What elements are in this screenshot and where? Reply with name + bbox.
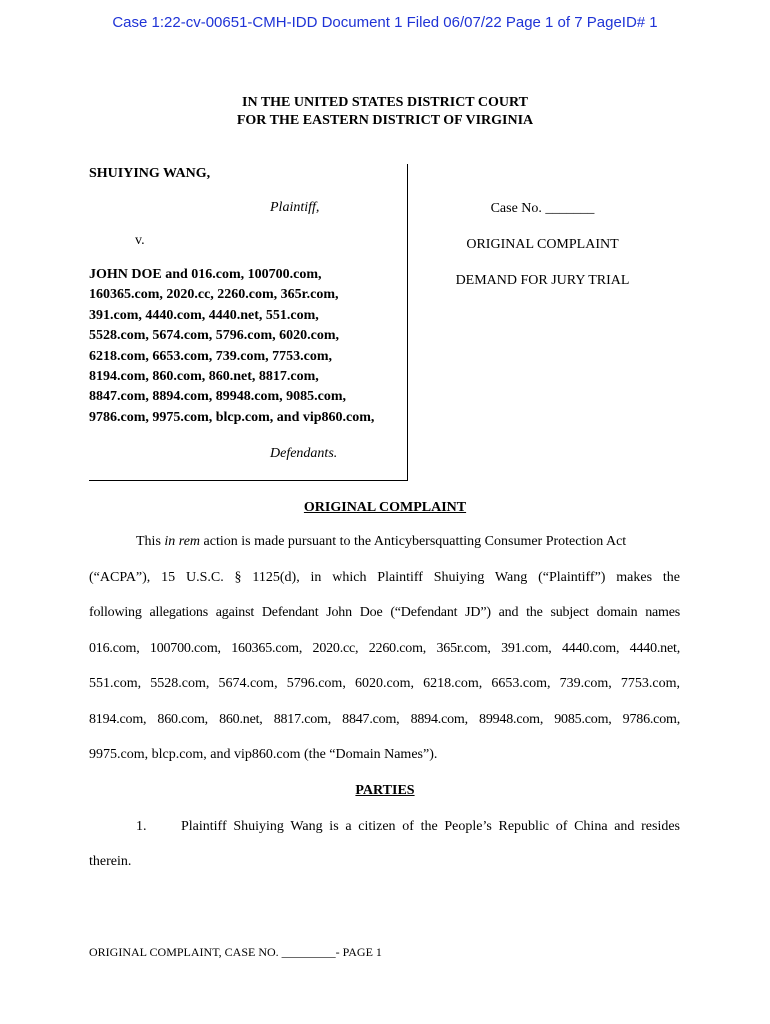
court-line-1: IN THE UNITED STATES DISTRICT COURT <box>242 95 528 110</box>
caption-document-title: ORIGINAL COMPLAINT <box>466 237 619 252</box>
intro-paragraph <box>89 524 680 773</box>
defendant-line: 9786.com, 9975.com, blcp.com, and vip860.com, <box>89 409 375 425</box>
paragraph-1-line-1: Plaintiff Shuiying Wang is a citizen of the People’s Republic of China and resides <box>181 819 680 834</box>
paragraph-1-line-2: therein. <box>89 854 132 869</box>
document-title: ORIGINAL COMPLAINT <box>303 500 467 515</box>
intro-line: 016.com, 100700.com, 160365.com, 2020.cc, 2260.com, 365r.com, 391.com, 4440.com, 4440.net, <box>89 640 680 656</box>
caption-divider-horizontal <box>89 480 408 481</box>
intro-line: 8194.com, 860.com, 860.net, 8817.com, 8847.com, 8894.com, 89948.com, 9085.com, 9786.com, <box>89 711 680 727</box>
jury-demand: DEMAND FOR JURY TRIAL <box>455 273 630 288</box>
court-name <box>0 94 770 130</box>
defendant-line: JOHN DOE and 016.com, 100700.com, <box>89 267 322 282</box>
intro-line: 551.com, 5528.com, 5674.com, 5796.com, 6020.com, 6218.com, 6653.com, 739.com, 7753.com, <box>89 676 680 691</box>
intro-line: following allegations against Defendant John Doe (“Defendant JD”) and the subject domain names <box>89 605 680 620</box>
court-line-2: FOR THE EASTERN DISTRICT OF VIRGINIA <box>236 113 534 128</box>
defendant-line: 160365.com, 2020.cc, 2260.com, 365r.com, <box>89 287 339 303</box>
intro-line: (“ACPA”), 15 U.S.C. § 1125(d), in which Plaintiff Shuiying Wang (“Plaintiff”) makes the <box>89 569 680 585</box>
defendant-role: Defendants. <box>270 446 338 461</box>
paragraph-number: 1. <box>136 819 147 834</box>
defendant-list <box>89 265 407 428</box>
defendant-line: 8847.com, 8894.com, 89948.com, 9085.com, <box>89 389 347 405</box>
defendant-line: 391.com, 4440.com, 4440.net, 551.com, <box>89 307 319 323</box>
parties-heading: PARTIES <box>355 783 415 798</box>
defendant-line: 5528.com, 5674.com, 5796.com, 6020.com, <box>89 328 340 344</box>
intro-line: 9975.com, blcp.com, and vip860.com (the “Domain Names”). <box>89 747 438 762</box>
case-number: Case No. _______ <box>490 201 595 216</box>
ecf-header-stamp: Case 1:22-cv-00651-CMH-IDD Document 1 Filed 06/07/22 Page 1 of 7 PageID# 1 <box>112 14 658 31</box>
defendant-line: 6218.com, 6653.com, 739.com, 7753.com, <box>89 348 333 364</box>
intro-line: This in rem action is made pursuant to the Anticybersquatting Consumer Protection Act <box>136 534 627 549</box>
page-footer: ORIGINAL COMPLAINT, CASE NO. _________- PAGE 1 <box>89 945 382 959</box>
plaintiff-role: Plaintiff, <box>270 200 320 215</box>
defendant-line: 8194.com, 860.com, 860.net, 8817.com, <box>89 369 319 385</box>
plaintiff-name: SHUIYING WANG, <box>89 166 211 181</box>
versus: v. <box>135 233 145 248</box>
caption-divider-vertical <box>407 164 408 481</box>
in-rem-emphasis: in rem <box>164 534 201 549</box>
